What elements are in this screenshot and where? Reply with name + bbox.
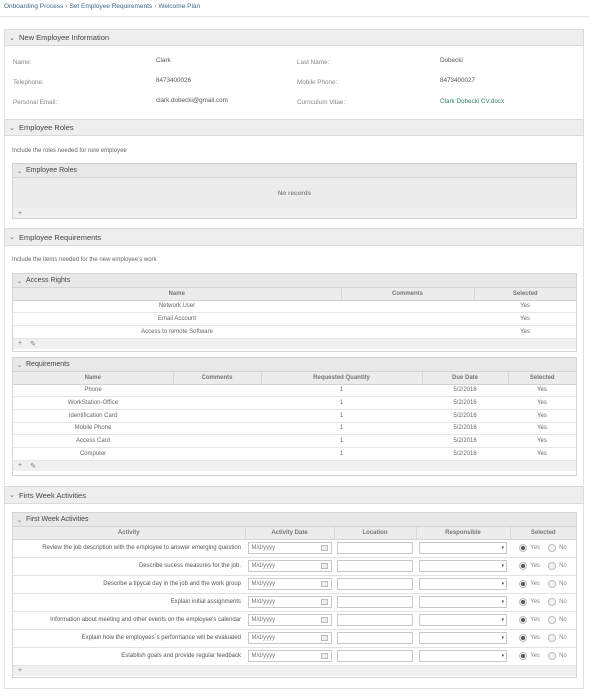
- selected-radio-group: [510, 580, 576, 588]
- column-header[interactable]: Requested Quantity: [261, 372, 422, 384]
- requirements-table: [13, 372, 576, 461]
- req-selected: Yes: [508, 397, 576, 410]
- caret-down-icon: ▾: [501, 635, 504, 641]
- no-label: No: [559, 581, 567, 587]
- selected-cell: [510, 611, 576, 629]
- chevron-down-icon[interactable]: ⌄: [9, 234, 15, 241]
- no-label: No: [559, 653, 567, 659]
- req-name: Access Card: [13, 435, 173, 448]
- yes-label: Yes: [530, 563, 541, 569]
- no-radio[interactable]: [548, 580, 556, 588]
- responsible-cell: [416, 611, 510, 629]
- calendar-icon[interactable]: [321, 653, 328, 659]
- caret-down-icon: ▾: [501, 581, 504, 587]
- req-name: Mobile Phone: [13, 422, 173, 435]
- req-selected: Yes: [508, 435, 576, 448]
- req-selected: Yes: [508, 447, 576, 460]
- section-header-roles[interactable]: [4, 119, 584, 136]
- location-cell: [334, 593, 416, 611]
- location-input[interactable]: [337, 614, 413, 626]
- chevron-down-icon[interactable]: ⌄: [16, 361, 23, 369]
- location-input[interactable]: [337, 560, 413, 572]
- activity-name: Information about meeting and other events on the employee's calendar: [13, 611, 245, 629]
- calendar-icon[interactable]: [321, 617, 328, 623]
- activity-date-cell: [245, 539, 334, 557]
- table-row: [13, 557, 576, 575]
- telephone-label: Telephone:: [13, 79, 44, 86]
- date-placeholder: M/d/yyyy: [251, 599, 276, 605]
- no-radio[interactable]: [548, 616, 556, 624]
- table-row: [13, 539, 576, 557]
- column-header[interactable]: Selected: [474, 288, 576, 300]
- req-qty: 1: [261, 397, 422, 410]
- section-title: Employee Requirements: [19, 232, 102, 242]
- column-header[interactable]: Due Date: [422, 372, 508, 384]
- no-label: No: [559, 563, 567, 569]
- email-value: clark.dobecki@gmail.com: [156, 97, 228, 104]
- name-value: Clark: [156, 57, 171, 64]
- req-selected: Yes: [508, 422, 576, 435]
- activity-name: Explain how the employees´s performance will be evaluated: [13, 629, 245, 647]
- req-due: 5/2/2016: [422, 409, 508, 422]
- table-row: [13, 629, 576, 647]
- roles-toolbar: [13, 208, 576, 218]
- name-label: Name:: [13, 59, 32, 66]
- employee-info-body: [4, 46, 584, 119]
- divider: [0, 16, 589, 17]
- activity-date-input[interactable]: [248, 596, 332, 608]
- location-cell: [334, 647, 416, 665]
- section-title: New Employee Information: [19, 33, 110, 42]
- location-cell: [334, 539, 416, 557]
- table-row: [13, 611, 576, 629]
- no-label: No: [559, 617, 567, 623]
- req-name: Identification Card: [13, 409, 173, 422]
- activities-panel: [12, 512, 577, 678]
- no-radio[interactable]: [548, 544, 556, 552]
- req-comments: [173, 422, 261, 435]
- location-input[interactable]: [337, 596, 413, 608]
- last-name-value: Dobecki: [440, 57, 463, 64]
- access-name: Access to remote Software: [13, 325, 341, 338]
- req-due: 5/2/2016: [422, 435, 508, 448]
- table-row[interactable]: [13, 422, 576, 435]
- req-qty: 1: [261, 447, 422, 460]
- section-header-info[interactable]: [4, 29, 584, 46]
- last-name-label: Last Name:: [297, 59, 330, 66]
- location-cell: [334, 575, 416, 593]
- req-name: Computer: [13, 447, 173, 460]
- no-label: No: [559, 635, 567, 641]
- column-header[interactable]: Responsible: [416, 527, 510, 539]
- calendar-icon[interactable]: [321, 599, 328, 605]
- caret-down-icon: ▾: [501, 599, 504, 605]
- selected-radio-group: [510, 616, 576, 624]
- activities-panel-header[interactable]: [13, 513, 576, 527]
- responsible-cell: [416, 575, 510, 593]
- req-selected: Yes: [508, 384, 576, 397]
- no-radio[interactable]: [548, 598, 556, 606]
- date-placeholder: M/d/yyyy: [251, 563, 276, 569]
- section-header-activities[interactable]: [4, 486, 584, 504]
- caret-down-icon: ▾: [501, 545, 504, 551]
- column-header[interactable]: Name: [13, 372, 173, 384]
- yes-radio[interactable]: [519, 616, 527, 624]
- req-name: Phone: [13, 384, 173, 397]
- responsible-select[interactable]: [419, 614, 507, 626]
- responsible-cell: [416, 593, 510, 611]
- section-header-requirements[interactable]: [4, 228, 584, 246]
- yes-label: Yes: [530, 617, 541, 623]
- requirements-hint: Include the items needed for the new employee's work: [12, 257, 157, 263]
- calendar-icon[interactable]: [321, 635, 328, 641]
- panel-title: Requirements: [26, 361, 70, 368]
- req-qty: 1: [261, 409, 422, 422]
- selected-radio-group: [510, 652, 576, 660]
- caret-down-icon: ▾: [501, 653, 504, 659]
- yes-radio[interactable]: [519, 652, 527, 660]
- req-due: 5/2/2016: [422, 422, 508, 435]
- responsible-select[interactable]: [419, 560, 507, 572]
- yes-radio[interactable]: [519, 598, 527, 606]
- column-header[interactable]: Comments: [341, 288, 474, 300]
- req-due: 5/2/2016: [422, 447, 508, 460]
- column-header[interactable]: Selected: [508, 372, 576, 384]
- panel-title: Access Rights: [26, 277, 71, 284]
- email-label: Personal Email:: [13, 99, 58, 106]
- selected-radio-group: [510, 562, 576, 570]
- pencil-icon[interactable]: ✎: [30, 340, 36, 348]
- panel-title: Employee Roles: [26, 167, 77, 174]
- yes-radio[interactable]: [519, 544, 527, 552]
- access-rights-panel: [12, 273, 577, 352]
- responsible-select[interactable]: [419, 650, 507, 662]
- activity-date-input[interactable]: [248, 560, 332, 572]
- req-due: 5/2/2016: [422, 397, 508, 410]
- req-due: 5/2/2016: [422, 384, 508, 397]
- activities-toolbar: [13, 666, 576, 676]
- cv-label: Curriculum Vitae:: [297, 99, 346, 106]
- access-rights-toolbar: [13, 339, 576, 349]
- activity-name: Establish goals and provide regular feedback: [13, 647, 245, 665]
- telephone-value: 8473400026: [156, 77, 192, 84]
- location-cell: [334, 629, 416, 647]
- selected-radio-group: [510, 634, 576, 642]
- table-row[interactable]: [13, 300, 576, 313]
- column-header[interactable]: Name: [13, 288, 341, 300]
- table-row[interactable]: [13, 325, 576, 338]
- breadcrumb-item-welcome: Welcome Plan: [158, 3, 201, 10]
- req-qty: 1: [261, 422, 422, 435]
- location-cell: [334, 557, 416, 575]
- chevron-down-icon[interactable]: ⌄: [16, 516, 23, 524]
- req-name: WorkStation-Office: [13, 397, 173, 410]
- roles-hint: Include the roles needed for new employee: [12, 148, 127, 154]
- selected-cell: [510, 647, 576, 665]
- table-row: [13, 575, 576, 593]
- column-header[interactable]: Activity Date: [245, 527, 334, 539]
- access-rights-header[interactable]: [13, 274, 576, 288]
- requirements-panel-header[interactable]: [13, 358, 576, 372]
- req-comments: [173, 397, 261, 410]
- roles-panel: [12, 163, 577, 219]
- caret-down-icon: ▾: [501, 617, 504, 623]
- caret-down-icon: ▾: [501, 563, 504, 569]
- no-label: No: [559, 599, 567, 605]
- date-placeholder: M/d/yyyy: [251, 545, 276, 551]
- table-row[interactable]: [13, 447, 576, 460]
- activity-date-cell: [245, 611, 334, 629]
- activity-date-input[interactable]: [248, 632, 332, 644]
- yes-radio[interactable]: [519, 634, 527, 642]
- activity-date-input[interactable]: [248, 614, 332, 626]
- calendar-icon[interactable]: [321, 545, 328, 551]
- location-cell: [334, 611, 416, 629]
- selected-radio-group: [510, 544, 576, 552]
- breadcrumb-separator: ›: [65, 3, 68, 10]
- add-icon[interactable]: +: [18, 667, 23, 674]
- breadcrumb-separator: ›: [154, 3, 157, 10]
- location-input[interactable]: [337, 632, 413, 644]
- activity-date-cell: [245, 647, 334, 665]
- requirements-toolbar: [13, 461, 576, 471]
- column-header[interactable]: Activity: [13, 527, 245, 539]
- mobile-value: 8473400027: [440, 77, 476, 84]
- column-header[interactable]: Location: [334, 527, 416, 539]
- chevron-down-icon[interactable]: ⌄: [9, 492, 15, 499]
- activity-date-cell: [245, 629, 334, 647]
- access-comments: [341, 313, 474, 326]
- req-comments: [173, 384, 261, 397]
- access-rights-table: [13, 288, 576, 339]
- breadcrumb-item-requirements[interactable]: Set Employee Requirements: [69, 3, 153, 10]
- section-title: Firts Week Activities: [19, 490, 86, 500]
- location-input[interactable]: [337, 542, 413, 554]
- responsible-select[interactable]: [419, 578, 507, 590]
- responsible-select[interactable]: [419, 632, 507, 644]
- requirements-panel: [12, 357, 577, 476]
- add-icon[interactable]: +: [18, 462, 23, 470]
- date-placeholder: M/d/yyyy: [251, 653, 276, 659]
- yes-label: Yes: [530, 545, 541, 551]
- access-selected: Yes: [474, 300, 576, 313]
- selected-radio-group: [510, 598, 576, 606]
- activity-name: Describe sucess measures for the job.: [13, 557, 245, 575]
- calendar-icon[interactable]: [321, 581, 328, 587]
- table-row[interactable]: [13, 397, 576, 410]
- access-comments: [341, 300, 474, 313]
- activity-name: Review the job description with the employee to answer emerging question: [13, 539, 245, 557]
- section-title: Employee Roles: [19, 123, 74, 132]
- yes-label: Yes: [530, 599, 541, 605]
- selected-cell: [510, 575, 576, 593]
- yes-label: Yes: [530, 635, 541, 641]
- selected-cell: [510, 557, 576, 575]
- date-placeholder: M/d/yyyy: [251, 617, 276, 623]
- selected-cell: [510, 629, 576, 647]
- yes-radio[interactable]: [519, 562, 527, 570]
- add-icon[interactable]: +: [18, 209, 23, 217]
- chevron-down-icon[interactable]: ⌄: [16, 277, 23, 285]
- activity-date-cell: [245, 557, 334, 575]
- activity-date-cell: [245, 593, 334, 611]
- req-comments: [173, 435, 261, 448]
- breadcrumb-item-onboarding[interactable]: Onboarding Process: [4, 3, 64, 10]
- calendar-icon[interactable]: [321, 563, 328, 569]
- activities-table: [13, 527, 576, 666]
- mobile-label: Mobile Phone:: [297, 79, 338, 86]
- table-row[interactable]: [13, 384, 576, 397]
- panel-title: First Week Activities: [26, 516, 89, 523]
- table-row[interactable]: [13, 435, 576, 448]
- selected-cell: [510, 539, 576, 557]
- yes-radio[interactable]: [519, 580, 527, 588]
- roles-panel-header[interactable]: [13, 164, 576, 178]
- pencil-icon[interactable]: ✎: [30, 462, 36, 470]
- table-row: [13, 593, 576, 611]
- access-comments: [341, 325, 474, 338]
- activity-name: Describe a tipycal day in the job and the work group: [13, 575, 245, 593]
- access-selected: Yes: [474, 313, 576, 326]
- breadcrumb: [4, 3, 200, 13]
- yes-label: Yes: [530, 581, 541, 587]
- access-selected: Yes: [474, 325, 576, 338]
- chevron-down-icon[interactable]: ⌄: [9, 34, 15, 42]
- date-placeholder: M/d/yyyy: [251, 635, 276, 641]
- responsible-cell: [416, 629, 510, 647]
- table-row: [13, 647, 576, 665]
- cv-link[interactable]: Clark Dobecki CV.docx: [440, 98, 505, 105]
- activity-date-input[interactable]: [248, 650, 332, 662]
- responsible-select[interactable]: [419, 596, 507, 608]
- selected-cell: [510, 593, 576, 611]
- access-name: Network User: [13, 300, 341, 313]
- date-placeholder: M/d/yyyy: [251, 581, 276, 587]
- req-qty: 1: [261, 435, 422, 448]
- responsible-cell: [416, 557, 510, 575]
- table-row[interactable]: [13, 409, 576, 422]
- responsible-cell: [416, 539, 510, 557]
- req-comments: [173, 409, 261, 422]
- access-name: Email Account: [13, 313, 341, 326]
- no-label: No: [559, 545, 567, 551]
- table-row[interactable]: [13, 313, 576, 326]
- req-comments: [173, 447, 261, 460]
- column-header[interactable]: Selected: [510, 527, 576, 539]
- chevron-down-icon[interactable]: ⌄: [9, 124, 15, 132]
- activity-name: Explain initial assignments: [13, 593, 245, 611]
- no-radio[interactable]: [548, 634, 556, 642]
- add-icon[interactable]: +: [18, 340, 23, 348]
- no-radio[interactable]: [548, 652, 556, 660]
- empty-state: No records: [13, 178, 576, 208]
- activity-date-input[interactable]: [248, 542, 332, 554]
- yes-label: Yes: [530, 653, 541, 659]
- location-input[interactable]: [337, 650, 413, 662]
- activity-date-input[interactable]: [248, 578, 332, 590]
- chevron-down-icon[interactable]: ⌄: [16, 167, 23, 175]
- location-input[interactable]: [337, 578, 413, 590]
- no-radio[interactable]: [548, 562, 556, 570]
- column-header[interactable]: Comments: [173, 372, 261, 384]
- responsible-select[interactable]: [419, 542, 507, 554]
- activity-date-cell: [245, 575, 334, 593]
- req-selected: Yes: [508, 409, 576, 422]
- responsible-cell: [416, 647, 510, 665]
- req-qty: 1: [261, 384, 422, 397]
